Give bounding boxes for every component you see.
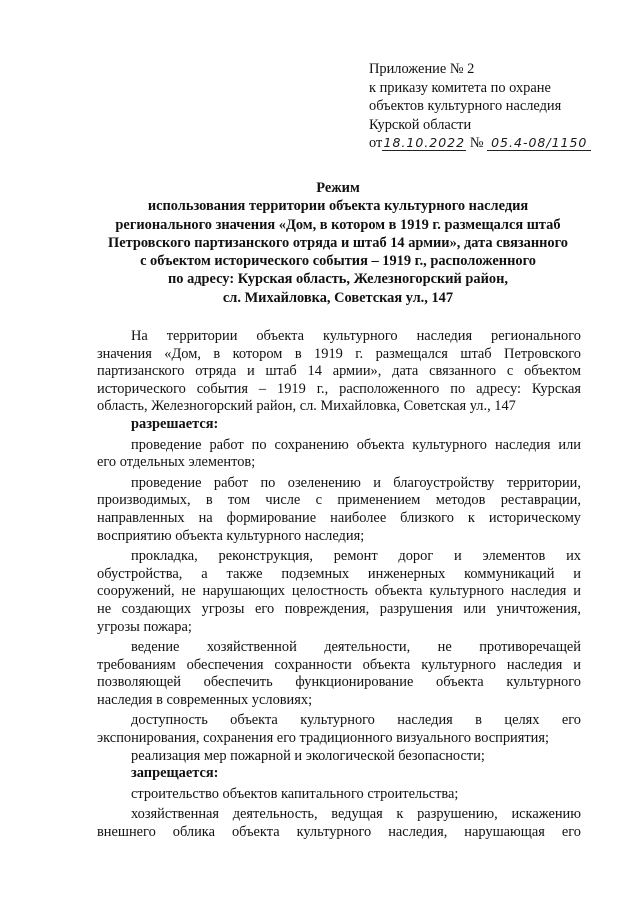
allowed-item xyxy=(97,639,581,709)
appendix-block xyxy=(369,60,629,153)
allowed-item xyxy=(97,712,581,747)
order-date-handwritten: 18.10.2022 xyxy=(383,135,466,150)
text-line: строительство объектов капитального строительства; xyxy=(131,785,459,802)
title-line: регионального значения «Дом, в котором в 1919 г. размещался штаб xyxy=(115,216,561,233)
order-prefix: от xyxy=(369,135,383,151)
text-line: На территории объекта культурного наследия регионального xyxy=(131,328,581,344)
text-line: ведение хозяйственной деятельности, не противоречащей xyxy=(131,639,581,656)
allowed-item xyxy=(97,748,581,766)
text-line: внешнего облика объекта культурного наследия, нарушающая его xyxy=(97,824,581,841)
text-line: проведение работ по сохранению объекта культурного наследия или xyxy=(131,436,581,453)
text-line: наследия в современных условиях; xyxy=(97,691,313,708)
text-line: хозяйственная деятельность, ведущая к разрушению, искажению xyxy=(131,806,581,823)
text-line: партизанского отряда и штаб 14 армии», дата связанного с объектом xyxy=(97,363,581,380)
text-line: проведение работ по озеленению и благоустройству территории, xyxy=(131,474,581,491)
document-title xyxy=(82,179,594,307)
text-line: область, Железногорский район, сл. Михайловка, Советская ул., 147 xyxy=(97,398,516,415)
title-line: с объектом исторического события – 1919 г., расположенного xyxy=(140,253,536,270)
allowed-item xyxy=(97,437,581,472)
appendix-line: Приложение № 2 xyxy=(369,61,475,77)
appendix-line: к приказу комитета по охране xyxy=(369,79,551,96)
text-line: не создающих угрозы его повреждения, разрушения или уничтожения, xyxy=(97,600,581,617)
text-line: прокладка, реконструкция, ремонт дорог и элементов их xyxy=(131,548,581,565)
document-body xyxy=(97,328,581,842)
text-line: производимых, в том числе с применением методов реставрации, xyxy=(97,492,581,509)
text-line: восприятию объекта культурного наследия; xyxy=(97,527,365,544)
title-line: сл. Михайловка, Советская ул., 147 xyxy=(222,289,454,306)
text-line: направленных на формирование наиболее близкого к историческому xyxy=(97,509,581,526)
text-line: обустройства, а также подземных инженерных коммуникаций и xyxy=(97,565,581,582)
title-line: Режим xyxy=(316,180,360,196)
text-line: исторического события – 1919 г., расположенного по адресу: Курская xyxy=(97,380,581,397)
intro-paragraph xyxy=(97,328,581,416)
allowed-item xyxy=(97,548,581,636)
text-line: реализация мер пожарной и экологической безопасности; xyxy=(131,747,485,764)
prohibited-item xyxy=(97,786,581,804)
text-line: требованиям обеспечения сохранности объекта культурного наследия и xyxy=(97,656,581,673)
text-line: его отдельных элементов; xyxy=(97,454,256,471)
prohibited-item xyxy=(97,806,581,841)
text-line: позволяющей обеспечить функционирование объекта культурного xyxy=(97,674,581,691)
order-number-label: № xyxy=(469,135,484,151)
text-line: экспонирования, сохранения его традиционного визуального восприятия; xyxy=(97,730,549,747)
appendix-line: объектов культурного наследия xyxy=(369,98,562,114)
text-line: доступность объекта культурного наследия в целях его xyxy=(131,712,581,729)
text-line: сооружений, не нарушающих целостность объекта культурного наследия и xyxy=(97,583,581,600)
order-number-handwritten: 05.4-08/1150 xyxy=(487,136,591,151)
allowed-heading: разрешается: xyxy=(131,415,219,432)
title-line: по адресу: Курская область, Железногорский район, xyxy=(167,271,509,288)
title-line: использования территории объекта культурного наследия xyxy=(147,198,529,215)
text-line: значения «Дом, в котором в 1919 г. размещался штаб Петровского xyxy=(97,345,581,362)
text-line: угрозы пожара; xyxy=(97,618,192,635)
title-line: Петровского партизанского отряда и штаб 14 армии», дата связанного xyxy=(108,234,568,251)
prohibited-heading: запрещается: xyxy=(131,765,219,782)
appendix-line: Курской области xyxy=(369,116,472,133)
order-line xyxy=(369,134,629,153)
allowed-item xyxy=(97,475,581,545)
